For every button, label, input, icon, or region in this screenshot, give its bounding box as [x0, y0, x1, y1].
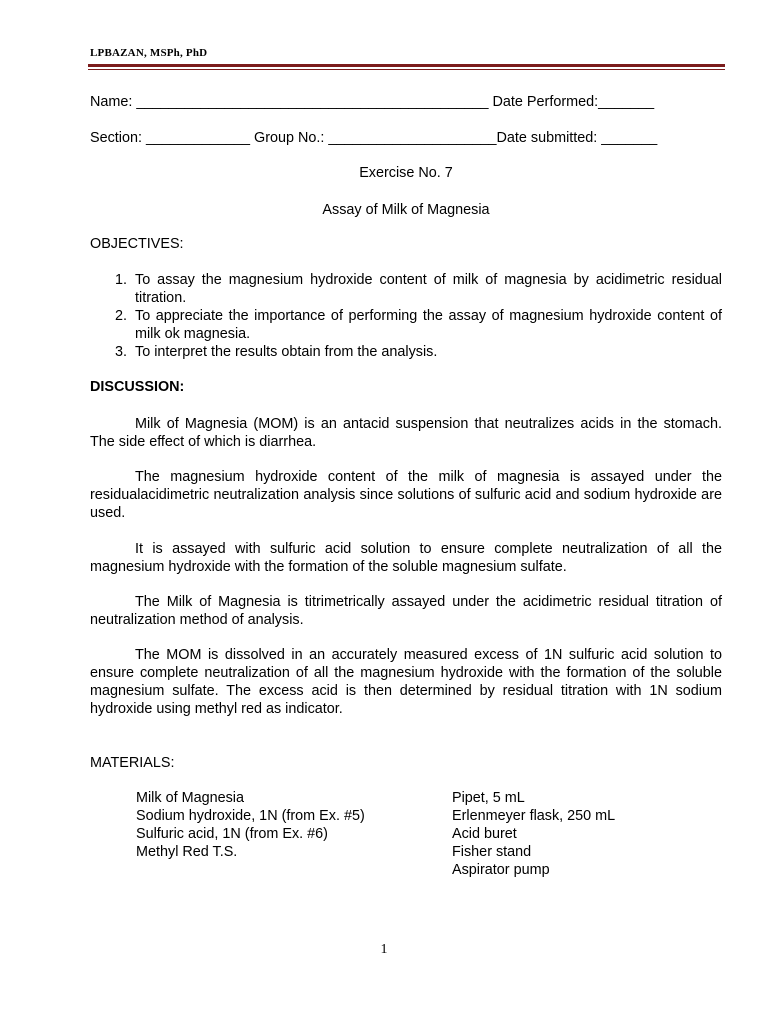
list-item: Aspirator pump: [452, 862, 550, 878]
list-item: Fisher stand: [452, 844, 532, 860]
objective-number: 3.: [114, 344, 127, 360]
objective-text: To appreciate the importance of performing the assay of magnesium hydroxide content of milk ok magnesia.: [135, 308, 722, 342]
objective-number: 1.: [114, 272, 127, 288]
list-item: Acid buret: [452, 826, 517, 842]
objective-item: [90, 307, 722, 343]
list-item: Pipet, 5 mL: [452, 790, 525, 806]
objectives-list: [90, 271, 722, 361]
materials-apparatus-list: [452, 789, 615, 879]
header-rule-thick: [88, 64, 725, 67]
objective-item: [90, 343, 722, 361]
discussion-heading: DISCUSSION:: [90, 379, 185, 395]
list-item: Sulfuric acid, 1N (from Ex. #6): [136, 826, 328, 842]
objective-text: To interpret the results obtain from the analysis.: [135, 344, 438, 360]
discussion-paragraph: The MOM is dissolved in an accurately measured excess of 1N sulfuric acid solution to ensure complete neutralization of all the magnesium hydroxide with the formation of the soluble magnesium sulfate. The excess acid is then determined by residual titration with 1N sodium hydroxide using methyl red as indicator.: [90, 647, 722, 717]
name-date-performed-line: Name: ____________________________________________ Date Performed:_______: [90, 94, 655, 110]
list-item: Sodium hydroxide, 1N (from Ex. #5): [136, 808, 365, 824]
objective-item: [90, 271, 722, 307]
exercise-title: Assay of Milk of Magnesia: [322, 202, 490, 218]
materials-reagents-list: [136, 789, 365, 861]
page-number: 1: [380, 942, 388, 957]
objective-number: 2.: [114, 308, 127, 324]
discussion-paragraph: The magnesium hydroxide content of the milk of magnesia is assayed under the residualacidimetric neutralization analysis since solutions of sulfuric acid and sodium hydroxide are used.: [90, 469, 722, 521]
exercise-number: Exercise No. 7: [359, 165, 453, 181]
discussion-paragraph: Milk of Magnesia (MOM) is an antacid suspension that neutralizes acids in the stomach. The side effect of which is diarrhea.: [90, 416, 722, 450]
discussion-paragraph: It is assayed with sulfuric acid solution to ensure complete neutralization of all the magnesium hydroxide with the formation of the soluble magnesium sulfate.: [90, 541, 722, 575]
objective-text: To assay the magnesium hydroxide content of milk of magnesia by acidimetric residual titration.: [135, 272, 722, 306]
header-rule-thin: [88, 69, 725, 70]
materials-heading: MATERIALS:: [90, 755, 175, 771]
section-group-date-submitted-line: Section: _____________ Group No.: _____________________Date submitted: _______: [90, 130, 658, 146]
list-item: Erlenmeyer flask, 250 mL: [452, 808, 616, 824]
header-author: LPBAZAN, MSPh, PhD: [90, 47, 208, 59]
discussion-paragraph: The Milk of Magnesia is titrimetrically assayed under the acidimetric residual titration of neutralization method of analysis.: [90, 594, 722, 628]
list-item: Milk of Magnesia: [136, 790, 244, 806]
list-item: Methyl Red T.S.: [136, 844, 238, 860]
objectives-heading: OBJECTIVES:: [90, 236, 184, 252]
